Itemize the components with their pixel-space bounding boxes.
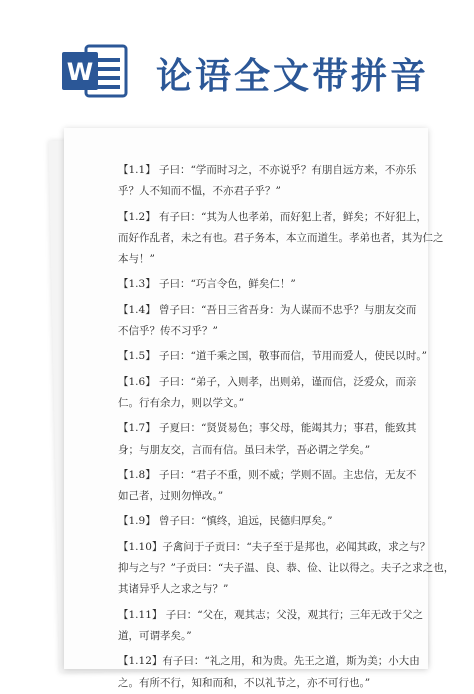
passage-line: 不信乎？传不习乎？” — [118, 325, 218, 338]
passage-line: 【1.2】 有子曰：“其为人也孝弟，而好犯上者，鲜矣；不好犯上， — [118, 210, 427, 223]
passage-line: 身；与朋友交，言而有信。虽曰未学，吾必谓之学矣。” — [118, 443, 371, 456]
passage-line: 【1.3】 子曰：“巧言令色，鲜矣仁！” — [118, 278, 296, 291]
passage-paragraph — [118, 207, 444, 271]
passage-line: 仁。行有余力，则以学文。” — [118, 396, 245, 409]
passage-paragraph — [118, 465, 417, 508]
passage-paragraph — [118, 511, 408, 532]
word-document-icon — [60, 42, 130, 100]
passage-line: 抑与之与？”子贡曰：“夫子温、良、恭、俭、让以得之。夫子之求之也， — [118, 562, 455, 575]
svg-text:W: W — [66, 58, 94, 86]
passage-line: 而好作乱者，未之有也。君子务本，本立而道生。孝弟也者，其为仁之 — [118, 231, 444, 244]
passage-line: 【1.10】子禽问于子贡曰：“夫子至于是邦也，必闻其政，求之与？ — [118, 540, 431, 553]
passage-line: 【1.8】 子曰：“君子不重，则不威；学则不固。主忠信，无友不 — [118, 468, 417, 481]
banner-header — [0, 0, 474, 120]
passage-line: 【1.9】 曾子曰：“慎终，追远，民德归厚矣。” — [118, 515, 333, 528]
passage-paragraph — [118, 274, 408, 295]
passage-line: 乎？人不知而不愠，不亦君子乎？” — [118, 185, 281, 198]
passage-line: 【1.5】 子曰：“道千乘之国，敬事而信，节用而爱人，使民以时。” — [118, 350, 428, 363]
passage-line: 【1.6】 子曰：“弟子，入则孝，出则弟，谨而信，泛爱众，而亲 — [118, 375, 417, 388]
passage-line: 本与！” — [118, 253, 155, 266]
document-body — [118, 160, 455, 694]
passage-paragraph — [118, 372, 417, 415]
passage-paragraph — [118, 537, 455, 601]
passage-line: 如己者，过则勿惮改。” — [118, 490, 224, 503]
passage-line: 道，可谓孝矣。” — [118, 629, 192, 642]
page-title: 论语全文带拼音 — [156, 56, 430, 97]
passage-paragraph — [118, 605, 424, 648]
passage-line: 其诸异乎人之求之与？” — [118, 583, 229, 596]
passage-line: 【1.11】 子曰：“父在，观其志；父没，观其行；三年无改于父之 — [118, 608, 424, 621]
passage-line: 之。有所不行，知和而和，不以礼节之，亦不可行也。” — [118, 676, 371, 689]
passage-paragraph — [118, 418, 417, 461]
passage-paragraph — [118, 160, 417, 203]
passage-paragraph — [118, 346, 428, 367]
passage-paragraph — [118, 651, 420, 694]
passage-line: 【1.4】 曾子曰：“吾日三省吾身：为人谋而不忠乎？与朋友交而 — [118, 303, 417, 316]
passage-paragraph — [118, 300, 417, 343]
passage-line: 【1.12】有子曰：“礼之用，和为贵。先王之道，斯为美；小大由 — [118, 655, 420, 668]
passage-line: 【1.7】 子夏曰：“贤贤易色；事父母，能竭其力；事君，能致其 — [118, 422, 417, 435]
passage-line: 【1.1】 子曰：“学而时习之，不亦说乎？有朋自远方来，不亦乐 — [118, 164, 417, 176]
